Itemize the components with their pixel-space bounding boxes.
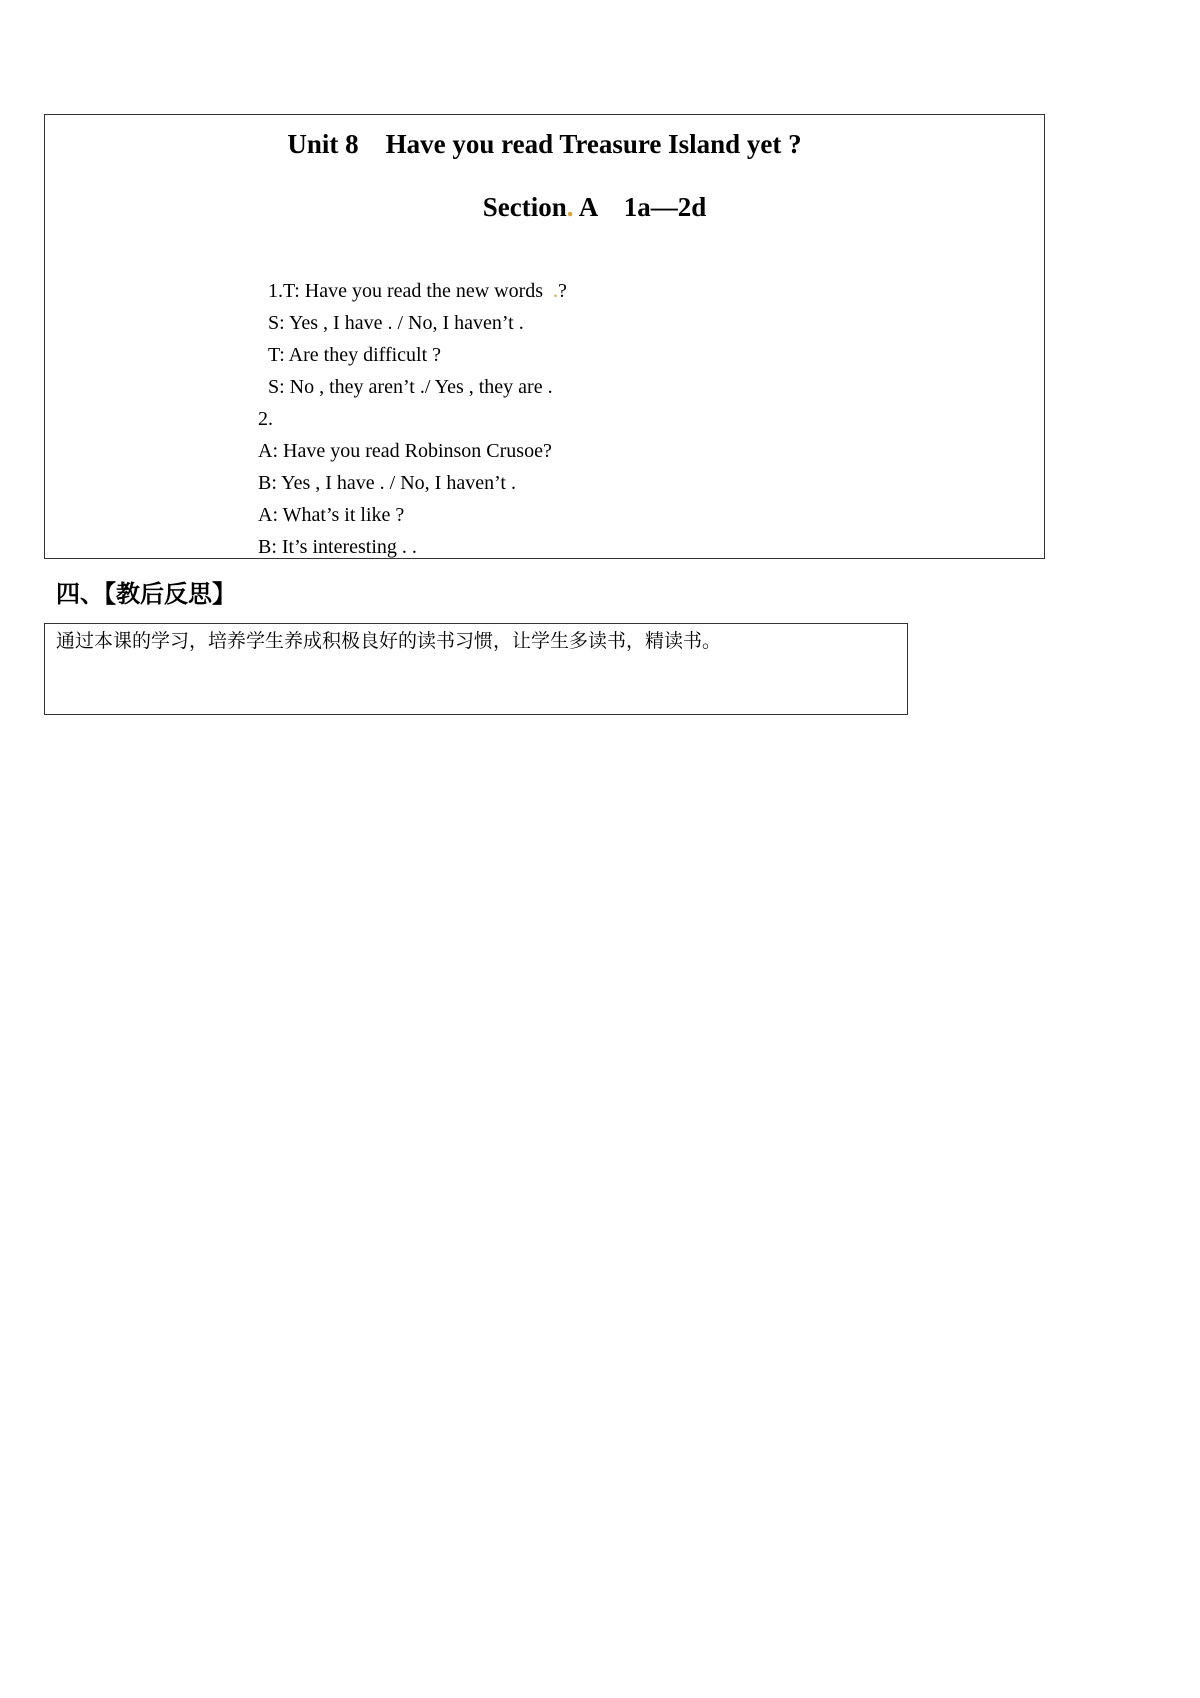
dialogue1-line2: S: Yes , I have . / No, I haven’t . [268,312,524,334]
dialogue2-line4: B: It’s interesting . . [258,536,417,558]
section-title [94,192,1095,223]
reflection-heading: 四、【教后反思】 [56,580,236,608]
dialogue2-line1: A: Have you read Robinson Crusoe? [258,440,552,462]
dialogue2-number: 2. [258,408,273,430]
dialogue1-line1 [268,279,567,303]
section-suffix: A 1a—2d [573,192,707,222]
dialogue1-line3: T: Are they difficult ? [268,344,442,366]
dialogue1-line1-end: ? [558,280,567,302]
dialogue1-line1-text: 1.T: Have you read the new words [268,280,554,302]
dialogue2-line2: B: Yes , I have . / No, I haven’t . [258,472,516,494]
dialogue1-line1-dot: . [553,280,559,302]
dialogue1-line4: S: No , they aren’t ./ Yes , they are . [268,376,553,398]
section-dot: . [566,192,574,222]
lesson-board [44,114,1045,559]
lesson-title: Unit 8 Have you read Treasure Island yet ? [287,129,802,159]
section-prefix: Section [482,192,567,222]
reflection-box [44,623,908,715]
reflection-text: 通过本课的学习，培养学生养成积极良好的读书习惯，让学生多读书，精读书。 [56,630,722,652]
dialogue2-line3: A: What’s it like ? [258,504,405,526]
